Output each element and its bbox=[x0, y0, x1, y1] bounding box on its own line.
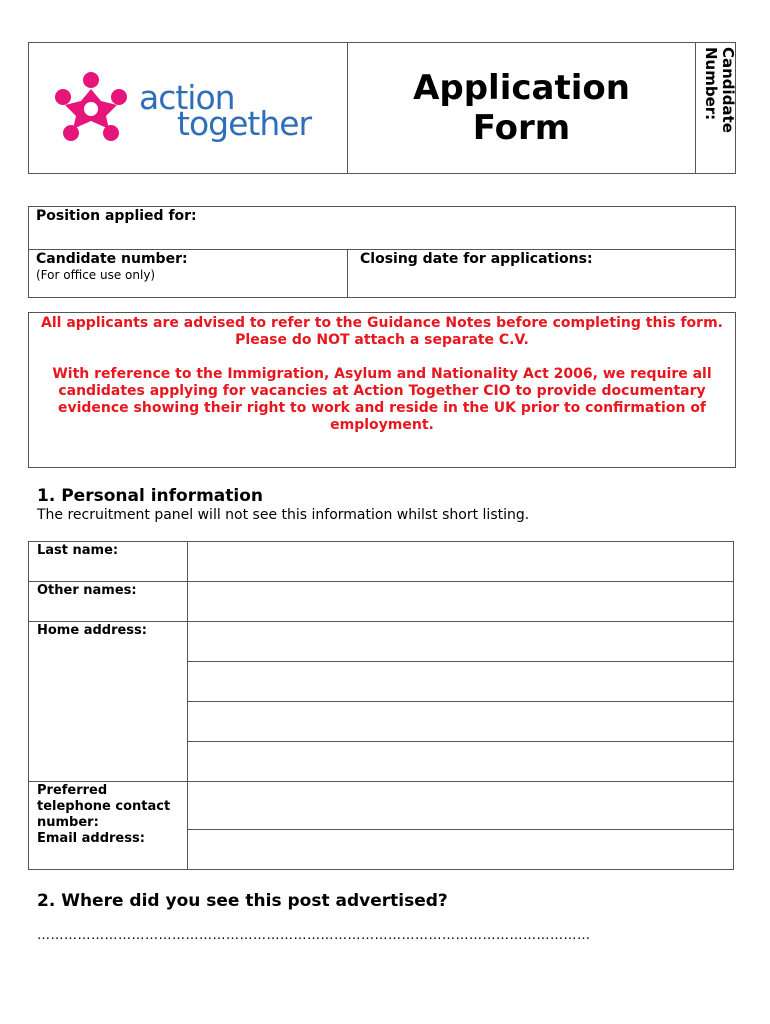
candidate-number-cell bbox=[696, 43, 735, 173]
home-address-line-2-field[interactable] bbox=[188, 662, 733, 702]
closing-date-label: Closing date for applications: bbox=[360, 251, 593, 267]
guidance-notice bbox=[28, 312, 736, 468]
other-names-label: Other names: bbox=[37, 583, 137, 598]
position-applied-label: Position applied for: bbox=[36, 208, 197, 224]
section-2-heading: 2. Where did you see this post advertised? bbox=[37, 891, 448, 911]
logo-text-together: together bbox=[177, 104, 312, 143]
title-cell bbox=[348, 43, 696, 173]
section-1-description: The recruitment panel will not see this information whilst short listing. bbox=[37, 507, 530, 523]
candidate-number-field-label: Candidate number: bbox=[36, 251, 188, 267]
page-title: Application Form bbox=[413, 68, 630, 148]
candidate-number-label: Candidate Number: bbox=[702, 47, 737, 133]
email-label: Email address: bbox=[37, 831, 145, 846]
divider bbox=[347, 249, 348, 297]
home-address-line-4-field[interactable] bbox=[188, 742, 733, 782]
home-address-label: Home address: bbox=[37, 623, 147, 638]
divider bbox=[29, 249, 735, 250]
notice-cv-text: Please do NOT attach a separate C.V. bbox=[235, 332, 529, 348]
home-address-line-3-field[interactable] bbox=[188, 702, 733, 742]
office-use-note: (For office use only) bbox=[36, 268, 156, 282]
logo-text-action: action bbox=[139, 78, 235, 117]
last-name-label: Last name: bbox=[37, 543, 119, 558]
advertised-answer-line[interactable]: …………………………………………………………………………………………………………… bbox=[37, 928, 591, 943]
home-address-line-1-field[interactable] bbox=[188, 622, 733, 662]
form-header bbox=[28, 42, 736, 174]
action-together-logo bbox=[29, 43, 348, 173]
position-table bbox=[28, 206, 736, 298]
people-circle-icon bbox=[51, 71, 131, 147]
notice-immigration-text: With reference to the Immigration, Asylum and Nationality Act 2006, we require all candidates applying for vacancies at Action Together CIO to provide documentary evidence showing their right to work and reside in the UK prior to confirmation of employment. bbox=[52, 366, 712, 433]
section-1-heading: 1. Personal information bbox=[37, 486, 264, 506]
personal-info-table bbox=[28, 541, 734, 870]
email-field[interactable] bbox=[188, 830, 733, 870]
notice-guidance-text: All applicants are advised to refer to the Guidance Notes before completing this form. bbox=[41, 315, 723, 331]
telephone-field[interactable] bbox=[188, 782, 733, 829]
last-name-field[interactable] bbox=[188, 542, 733, 582]
telephone-label: Preferred telephone contact number: bbox=[37, 783, 171, 830]
other-names-field[interactable] bbox=[188, 582, 733, 622]
